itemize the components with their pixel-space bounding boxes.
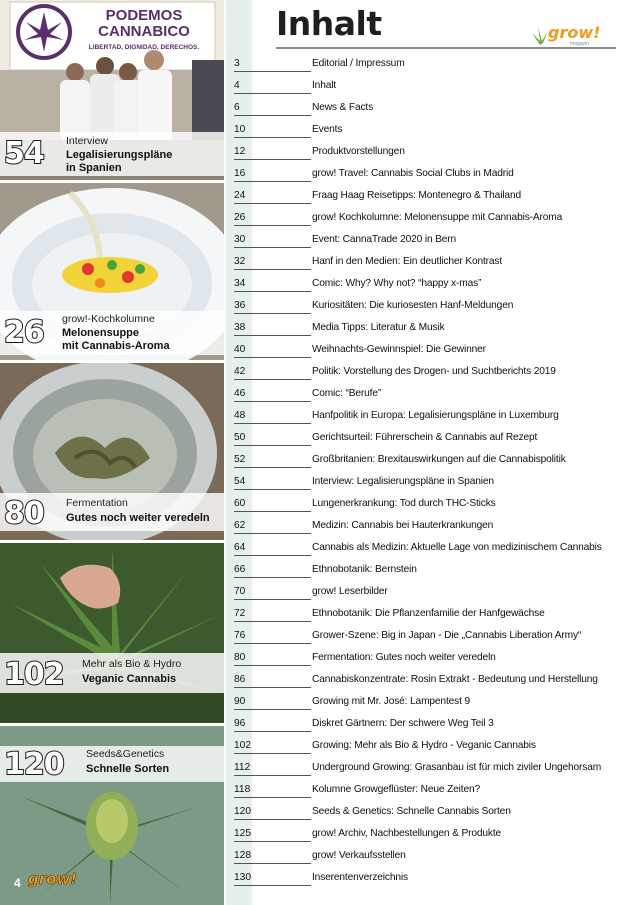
toc-entry-title: grow! Leserbilder [312,586,388,597]
feature-page-number: 102 [4,657,64,692]
toc-entry-title: Growing: Mehr als Bio & Hydro - Veganic Cannabis [312,740,536,751]
toc-page-number: 38 [234,322,246,333]
toc-entry-title: grow! Kochkolumne: Melonensuppe mit Cannabis-Aroma [312,212,563,223]
feature-caption-veganic [0,653,224,693]
toc-leader-line [234,313,311,314]
toc-entry-title: Grower-Szene: Big in Japan - Die „Cannabis Liberation Army“ [312,630,582,641]
toc-entry[interactable] [234,869,624,891]
feature-page-number: 26 [4,315,44,350]
toc-entry[interactable] [234,759,624,781]
toc-page-number: 76 [234,630,246,641]
toc-page-number: 4 [234,80,240,91]
toc-entry-title: Lungenerkrankung: Tod durch THC-Sticks [312,498,496,509]
feature-title: Schnelle Sorten [86,763,170,775]
toc-page-number: 72 [234,608,246,619]
toc-page-number: 128 [234,850,251,861]
toc-page-number: 46 [234,388,246,399]
toc-entry[interactable] [234,363,624,385]
toc-entry[interactable] [234,781,624,803]
toc-page-number: 64 [234,542,246,553]
toc-leader-line [234,357,311,358]
toc-entry-title: Produktvorstellungen [312,146,405,157]
toc-entry-title: Medizin: Cannabis bei Hauterkrankungen [312,520,494,531]
feature-page-number: 120 [4,747,64,782]
toc-leader-line [234,467,311,468]
toc-page-number: 36 [234,300,246,311]
toc-entry[interactable] [234,143,624,165]
toc-page-number: 102 [234,740,251,751]
feature-title: Gutes noch weiter veredeln [66,512,210,524]
toc-leader-line [234,137,311,138]
toc-entry-title: Diskret Gärtnern: Der schwere Weg Teil 3 [312,718,494,729]
toc-entry-title: Cannabiskonzentrate: Rosin Extrakt - Bedeutung und Herstellung [312,674,598,685]
feature-kicker: Fermentation [66,497,128,509]
toc-entry[interactable] [234,297,624,319]
toc-page-number: 125 [234,828,251,839]
banner-text: PODEMOS CANNABICO [98,7,190,40]
feature-title: Legalisierungspläne in Spanien [66,149,173,174]
toc-entry[interactable] [234,121,624,143]
brand-tagline: magazin [570,41,589,47]
feature-image-hand-plant [0,543,224,723]
toc-entry[interactable] [234,231,624,253]
toc-page-number: 42 [234,366,246,377]
toc-entry-title: grow! Travel: Cannabis Social Clubs in Madrid [312,168,514,179]
toc-entry[interactable] [234,649,624,671]
toc-leader-line [234,379,311,380]
toc-page-number: 30 [234,234,246,245]
toc-leader-line [234,797,311,798]
toc-leader-line [234,753,311,754]
feature-kicker: grow!-Kochkolumne [62,313,155,325]
toc-leader-line [234,489,311,490]
toc-page-number: 40 [234,344,246,355]
feature-kicker: Seeds&Genetics [86,748,165,760]
toc-entry-title: Ethnobotanik: Bernstein [312,564,417,575]
toc-entry[interactable] [234,187,624,209]
toc-page-number: 50 [234,432,246,443]
toc-entry[interactable] [234,605,624,627]
toc-leader-line [234,731,311,732]
toc-leader-line [234,423,311,424]
toc-entry-title: Fermentation: Gutes noch weiter veredeln [312,652,496,663]
toc-entry[interactable] [234,495,624,517]
toc-entry-title: Event: CannaTrade 2020 in Bern [312,234,457,245]
feature-panel-interview[interactable] [0,0,224,180]
toc-entry-title: Ethnobotanik: Die Pflanzenfamilie der Hanfgewächse [312,608,545,619]
toc-leader-line [234,599,311,600]
toc-entry-title: Inhalt [312,80,337,91]
toc-page-number: 34 [234,278,246,289]
toc-entry-title: grow! Verkaufsstellen [312,850,406,861]
feature-panel-kochkolumne[interactable] [0,183,224,360]
toc-entry[interactable] [234,55,624,77]
toc-leader-line [234,445,311,446]
feature-column [0,0,226,905]
toc-page-number: 130 [234,872,251,883]
toc-page-number: 112 [234,762,251,773]
toc-leader-line [234,115,311,116]
toc-page-number: 96 [234,718,246,729]
toc-page-number: 26 [234,212,246,223]
toc-leader-line [234,775,311,776]
toc-entry-title: Cannabis als Medizin: Aktuelle Lage von medizinischem Cannabis [312,542,602,553]
toc-page-number: 90 [234,696,246,707]
feature-caption-kochkolumne [0,311,224,355]
toc-page-number: 118 [234,784,251,795]
toc-entry-title: Hanfpolitik in Europa: Legalisierungspläne in Luxemburg [312,410,559,421]
toc-leader-line [234,885,311,886]
toc-leader-line [234,533,311,534]
toc-entry[interactable] [234,803,624,825]
toc-page-number: 16 [234,168,246,179]
toc-entry[interactable] [234,561,624,583]
toc-entry-title: Kolumne Growgeflüster: Neue Zeiten? [312,784,481,795]
toc-page-number: 48 [234,410,246,421]
toc-leader-line [234,687,311,688]
toc-page-number: 62 [234,520,246,531]
toc-entry[interactable] [234,429,624,451]
toc-entry[interactable] [234,693,624,715]
feature-kicker: Mehr als Bio & Hydro [82,658,182,670]
page-title: Inhalt [276,4,382,43]
toc-leader-line [234,203,311,204]
table-of-contents [234,55,624,891]
toc-page-number: 54 [234,476,246,487]
toc-entry[interactable] [234,341,624,363]
toc-leader-line [234,665,311,666]
toc-leader-line [234,577,311,578]
feature-panel-veganic[interactable] [0,543,224,723]
toc-page-number: 70 [234,586,246,597]
toc-entry[interactable] [234,275,624,297]
toc-entry[interactable] [234,627,624,649]
toc-entry-title: Weihnachts-Gewinnspiel: Die Gewinner [312,344,486,355]
toc-leader-line [234,159,311,160]
toc-entry-title: News & Facts [312,102,374,113]
toc-entry-title: grow! Archiv, Nachbestellungen & Produkte [312,828,502,839]
toc-entry[interactable] [234,715,624,737]
toc-leader-line [234,247,311,248]
toc-entry[interactable] [234,99,624,121]
feature-page-number: 54 [4,136,44,171]
toc-entry-title: Gerichtsurteil: Führerschein & Cannabis auf Rezept [312,432,538,443]
toc-entry[interactable] [234,737,624,759]
toc-entry[interactable] [234,539,624,561]
toc-entry-title: Comic: Why? Why not? “happy x-mas” [312,278,482,289]
brand-logo-footer: grow! [28,870,78,888]
title-divider [276,47,616,49]
toc-entry-title: Großbritanien: Brexitauswirkungen auf die Cannabispolitik [312,454,566,465]
toc-leader-line [234,863,311,864]
toc-leader-line [234,819,311,820]
toc-leader-line [234,841,311,842]
toc-leader-line [234,93,311,94]
toc-leader-line [234,621,311,622]
toc-leader-line [234,71,311,72]
toc-page-number: 80 [234,652,246,663]
toc-entry[interactable] [234,847,624,869]
toc-page-number: 52 [234,454,246,465]
toc-entry-title: Events [312,124,343,135]
toc-leader-line [234,511,311,512]
toc-page-number: 24 [234,190,246,201]
toc-leader-line [234,225,311,226]
toc-page-number: 86 [234,674,246,685]
toc-entry[interactable] [234,209,624,231]
toc-leader-line [234,291,311,292]
toc-entry-title: Inserentenverzeichnis [312,872,408,883]
toc-page-number: 66 [234,564,246,575]
toc-entry[interactable] [234,77,624,99]
toc-page-number: 32 [234,256,246,267]
toc-entry[interactable] [234,583,624,605]
toc-page-number: 6 [234,102,240,113]
toc-entry-title: Seeds & Genetics: Schnelle Cannabis Sorten [312,806,511,817]
toc-leader-line [234,709,311,710]
page-number: 4 [14,876,21,890]
toc-entry-title: Fraag Haag Reisetipps: Montenegro & Thailand [312,190,521,201]
toc-entry-title: Media Tipps: Literatur & Musik [312,322,445,333]
toc-entry-title: Editorial / Impressum [312,58,405,69]
toc-entry[interactable] [234,517,624,539]
toc-leader-line [234,555,311,556]
toc-entry-title: Growing mit Mr. José: Lampentest 9 [312,696,470,707]
toc-leader-line [234,401,311,402]
feature-caption-fermentation [0,493,224,531]
toc-entry[interactable] [234,407,624,429]
banner-subtext: LIBERTAD, DIGNIDAD, DERECHOS. [88,44,200,51]
toc-entry-title: Politik: Vorstellung des Drogen- und Suchtberichts 2019 [312,366,556,377]
toc-entry-title: Hanf in den Medien: Ein deutlicher Kontrast [312,256,503,267]
toc-entry-title: Kuriositäten: Die kuriosesten Hanf-Meldungen [312,300,514,311]
toc-entry[interactable] [234,451,624,473]
toc-entry-title: Underground Growing: Grasanbau ist für mich ziviler Ungehorsam [312,762,602,773]
feature-kicker: Interview [66,135,109,147]
feature-caption-seeds [0,746,224,782]
toc-entry[interactable] [234,671,624,693]
toc-page-number: 60 [234,498,246,509]
feature-panel-fermentation[interactable] [0,363,224,540]
brand-wordmark: grow! [548,23,601,42]
toc-leader-line [234,269,311,270]
toc-leader-line [234,335,311,336]
toc-entry-title: Interview: Legalisierungspläne in Spanien [312,476,494,487]
feature-title: Melonensuppe mit Cannabis-Aroma [62,327,170,352]
toc-entry[interactable] [234,253,624,275]
toc-entry[interactable] [234,825,624,847]
toc-leader-line [234,643,311,644]
toc-entry[interactable] [234,165,624,187]
toc-leader-line [234,181,311,182]
toc-page-number: 10 [234,124,246,135]
toc-entry-title: Comic: “Berufe” [312,388,382,399]
feature-caption-interview [0,132,224,176]
feature-title: Veganic Cannabis [82,673,177,685]
toc-entry[interactable] [234,385,624,407]
toc-entry[interactable] [234,319,624,341]
toc-page-number: 12 [234,146,246,157]
toc-page-number: 3 [234,58,240,69]
toc-entry[interactable] [234,473,624,495]
toc-page-number: 120 [234,806,251,817]
feature-page-number: 80 [4,496,44,531]
